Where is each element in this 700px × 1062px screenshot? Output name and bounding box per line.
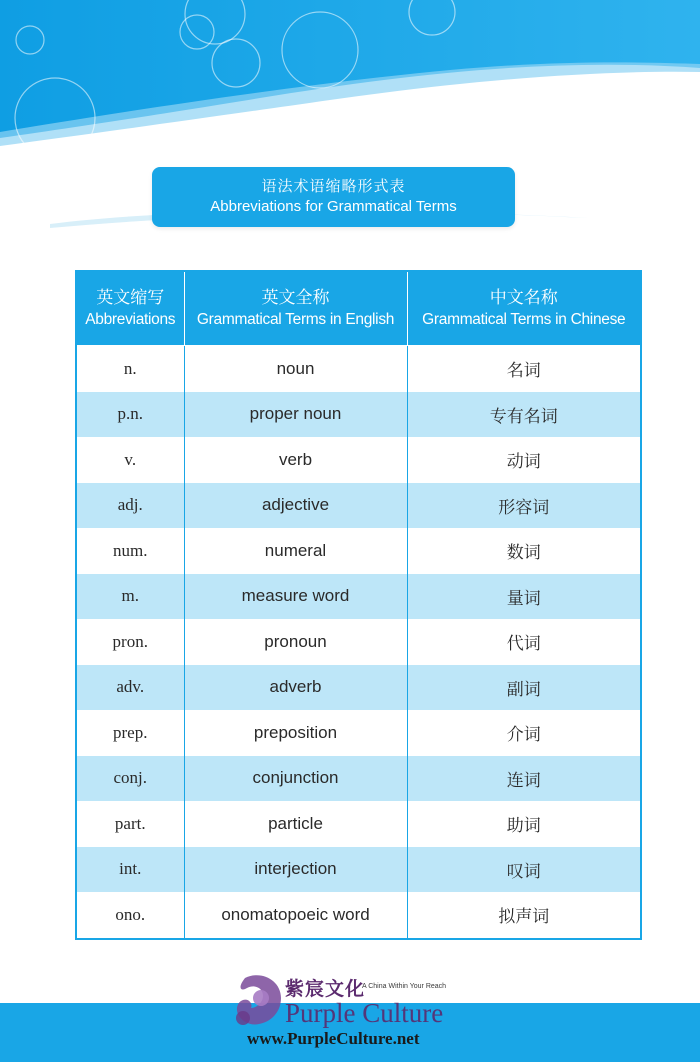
brand-tagline: A China Within Your Reach [362,983,447,990]
cell-chinese-term: 副词 [407,665,641,711]
brand-english: Purple Culture [285,998,444,1028]
cell-chinese-term: 数词 [407,528,641,574]
header-chinese-terms [407,271,641,346]
table-row [76,574,641,620]
header-en: Abbreviations [85,310,176,328]
table-row [76,392,641,438]
cell-chinese-term: 介词 [407,710,641,756]
brand-url: www.PurpleCulture.net [247,1029,420,1048]
cell-abbreviation: ono. [76,892,184,939]
cell-chinese-term: 拟声词 [407,892,641,939]
header-english-terms [184,271,407,346]
table-row [76,710,641,756]
table-row [76,437,641,483]
header-en: Grammatical Terms in English [196,310,395,328]
cell-english-term: preposition [184,710,407,756]
cell-english-term: adverb [184,665,407,711]
header-en: Grammatical Terms in Chinese [422,310,626,328]
header-banner [0,0,700,150]
table-header-row [76,271,641,346]
table-row [76,346,641,392]
brand-chinese: 紫宸文化 [285,978,366,1000]
cell-chinese-term: 量词 [407,574,641,620]
table-row [76,665,641,711]
table-row [76,801,641,847]
cell-english-term: onomatopoeic word [184,892,407,939]
cell-english-term: numeral [184,528,407,574]
watermark-logo [225,968,485,1058]
cell-chinese-term: 叹词 [407,847,641,893]
cell-abbreviation: m. [76,574,184,620]
cell-english-term: pronoun [184,619,407,665]
cell-abbreviation: adv. [76,665,184,711]
title-chinese: 语法术语缩略形式表 [261,177,406,195]
cell-abbreviation: conj. [76,756,184,802]
purple-culture-logo-icon [231,972,287,1030]
cell-abbreviation: prep. [76,710,184,756]
cell-chinese-term: 形容词 [407,483,641,529]
cell-english-term: interjection [184,847,407,893]
cell-english-term: adjective [184,483,407,529]
cell-chinese-term: 名词 [407,346,641,392]
cell-abbreviation: p.n. [76,392,184,438]
abbreviations-table-container [75,270,640,940]
cell-english-term: particle [184,801,407,847]
cell-chinese-term: 代词 [407,619,641,665]
cell-abbreviation: v. [76,437,184,483]
header-cn: 中文名称 [489,287,558,308]
title-english: Abbreviations for Grammatical Terms [210,198,457,215]
cell-abbreviation: int. [76,847,184,893]
cell-chinese-term: 助词 [407,801,641,847]
header-cn: 英文缩写 [96,287,165,308]
table-row [76,892,641,939]
page-title [152,167,515,227]
table-row [76,756,641,802]
cell-chinese-term: 专有名词 [407,392,641,438]
table-row [76,847,641,893]
cell-english-term: noun [184,346,407,392]
table-row [76,528,641,574]
cell-abbreviation: pron. [76,619,184,665]
cell-english-term: verb [184,437,407,483]
cell-english-term: measure word [184,574,407,620]
cell-english-term: proper noun [184,392,407,438]
cell-abbreviation: adj. [76,483,184,529]
table-row [76,483,641,529]
cell-abbreviation: num. [76,528,184,574]
header-cn: 英文全称 [261,287,330,308]
cell-abbreviation: n. [76,346,184,392]
header-abbreviations [76,271,184,346]
cell-english-term: conjunction [184,756,407,802]
cell-chinese-term: 动词 [407,437,641,483]
cell-chinese-term: 连词 [407,756,641,802]
table-row [76,619,641,665]
abbreviations-table [75,270,642,940]
cell-abbreviation: part. [76,801,184,847]
